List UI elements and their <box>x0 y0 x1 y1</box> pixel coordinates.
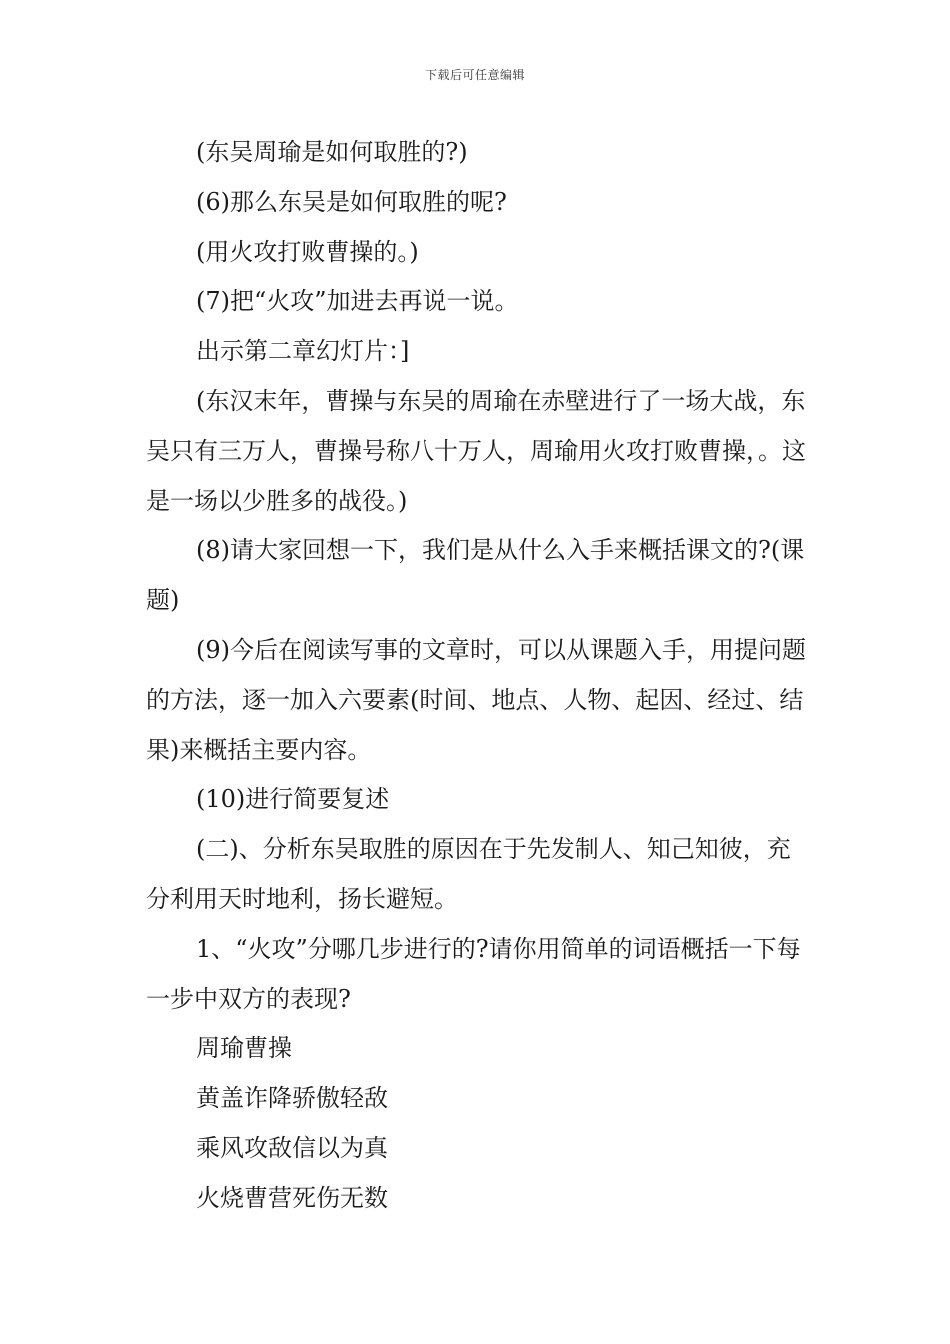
paragraph: 出示第二章幻灯片：] <box>196 337 410 366</box>
paragraph: (东汉末年，曹操与东吴的周瑜在赤壁进行了一场大战，东吴只有三万人，曹操号称八十万人，周瑜用火攻打败曹操，。这是一场以少胜多的战役。) <box>146 386 806 515</box>
paragraph: (用火攻打败曹操的。) <box>196 237 419 266</box>
paragraph: (东吴周瑜是如何取胜的?) <box>196 138 468 166</box>
paragraph: (6)那么东吴是如何取胜的呢? <box>196 187 507 216</box>
paragraph: 乘风攻敌信以为真 <box>196 1133 388 1162</box>
document-body <box>146 128 814 1224</box>
page-header: 下载后可任意编辑 <box>424 68 525 82</box>
paragraph: (9)今后在阅读写事的文章时，可以从课题入手，用提问题的方法，逐一加入六要素(时间、地点、人物、起因、经过、结果)来概括主要内容。 <box>146 635 806 764</box>
paragraph: 黄盖诈降骄傲轻敌 <box>196 1084 388 1113</box>
paragraph: (8)请大家回想一下，我们是从什么入手来概括课文的?(课题) <box>146 536 805 615</box>
paragraph: 1、“火攻”分哪几步进行的?请你用简单的词语概括一下每一步中双方的表现? <box>146 934 801 1013</box>
paragraph: 周瑜曹操 <box>196 1034 292 1063</box>
paragraph: (二)、分析东吴取胜的原因在于先发制人、知己知彼，充分利用天时地利，扬长避短。 <box>146 835 791 913</box>
paragraph: (10)进行简要复述 <box>196 785 390 814</box>
paragraph: (7)把“火攻”加进去再说一说。 <box>196 287 519 316</box>
paragraph: 火烧曹营死伤无数 <box>196 1183 388 1212</box>
